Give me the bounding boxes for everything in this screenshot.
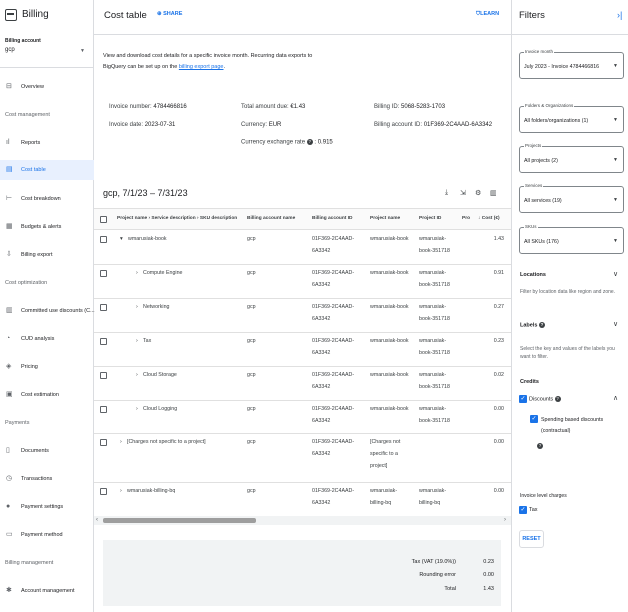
billing-id: Billing ID: 5068-5283-1703: [374, 104, 446, 110]
sidebar-item-payment-method[interactable]: ▭ Payment method: [6, 531, 63, 538]
col-billing-account-name[interactable]: Billing account name: [247, 216, 296, 221]
cell-billing-account-name: gcp: [247, 372, 256, 378]
cell-billing-account-id: 6A3342: [312, 451, 331, 457]
sidebar-item-billing-export[interactable]: ⇩ Billing export: [6, 251, 53, 258]
cell-project-name: Tax: [143, 338, 152, 344]
dropdown-icon: ▼: [613, 117, 618, 123]
section-cost-optimization: Cost optimization: [5, 280, 48, 286]
tax-value: 0.23: [483, 559, 494, 565]
filters-title: Filters: [519, 10, 545, 21]
description: View and download cost details for a specific invoice month. Recurring data exports to BigQuery can be set up on the billing export page.: [103, 53, 313, 70]
cell-project-id: book-351718: [419, 350, 450, 356]
cell-billing-account-id: 6A3342: [312, 384, 331, 390]
chevron-down-icon[interactable]: ▼: [80, 48, 85, 54]
help-icon[interactable]: ?: [538, 443, 542, 448]
tax-label: Tax (VAT (19.0%)): [411, 559, 456, 565]
billing-account-select[interactable]: gcp: [5, 47, 15, 53]
reset-button[interactable]: RESET: [519, 530, 544, 548]
help-icon[interactable]: ?: [540, 322, 544, 327]
table-title: gcp, 7/1/23 – 7/31/23: [103, 188, 188, 198]
row-checkbox[interactable]: [100, 338, 107, 345]
cell-cost: 0.91: [493, 270, 504, 276]
billing-account-label: Billing account: [5, 38, 41, 44]
section-cost-management: Cost management: [5, 112, 50, 118]
row-divider: [94, 482, 511, 483]
person-icon: ●: [6, 503, 11, 510]
sidebar-item-overview[interactable]: ⊟ Overview: [6, 83, 44, 90]
dropdown-icon: ▼: [613, 238, 618, 244]
sidebar-item-payment-settings[interactable]: ● Payment settings: [6, 503, 64, 510]
total-amount-due: Total amount due: €1.43: [241, 104, 306, 110]
help-icon[interactable]: ?: [308, 139, 311, 144]
billing-logo-icon: [5, 9, 17, 21]
cell-project: wmarusiak-book: [370, 270, 409, 276]
cell-project-id: wmarusiak-: [419, 338, 447, 344]
total-label: Total: [444, 586, 456, 592]
export-icon: ⇩: [6, 251, 12, 258]
cell-project: project]: [370, 463, 388, 469]
discounts-label: Discounts ?: [529, 396, 559, 403]
col-project-name[interactable]: Project name › Service description › SKU description: [117, 216, 238, 221]
breakdown-icon: ⊢: [6, 195, 13, 202]
app-title: Billing: [22, 9, 49, 20]
cell-project: wmarusiak-book: [370, 372, 409, 378]
row-divider: [94, 400, 511, 401]
rounding-value: 0.00: [483, 572, 494, 578]
arrow-down-icon: ↓: [478, 216, 481, 221]
discounts-checkbox[interactable]: ✓: [520, 396, 526, 402]
cell-project-name: wmarusiak-billing-bq: [127, 488, 176, 494]
sidebar-item-cost-estimation[interactable]: ▣ Cost estimation: [6, 391, 59, 398]
document-icon: ▯: [6, 447, 10, 454]
history-icon: ◷: [6, 475, 13, 482]
cell-project-name: [Charges not specific to a project]: [127, 439, 206, 445]
filters-panel: [511, 0, 628, 612]
cell-project-id: wmarusiak-: [419, 236, 447, 242]
row-divider: [94, 332, 511, 333]
col-cost[interactable]: ↓ Cost (€): [478, 216, 500, 221]
expand-row-icon[interactable]: ›: [136, 304, 138, 310]
col-billing-account-id[interactable]: Billing account ID: [312, 216, 353, 221]
tax-checkbox[interactable]: ✓: [520, 507, 526, 513]
sidebar-item-budgets[interactable]: ▦ Budgets & alerts: [6, 223, 62, 230]
billing-export-link[interactable]: billing export page: [178, 64, 224, 70]
cell-billing-account-id: 01F369-2C4AAD-: [312, 488, 355, 494]
expand-row-icon[interactable]: ›: [136, 406, 138, 412]
row-checkbox[interactable]: [100, 304, 107, 311]
cell-billing-account-id: 01F369-2C4AAD-: [312, 304, 355, 310]
sidebar-item-documents[interactable]: ▯ Documents: [6, 447, 49, 454]
cell-billing-account-id: 01F369-2C4AAD-: [312, 406, 355, 412]
cell-project-id: book-351718: [419, 316, 450, 322]
cell-project-id: book-351718: [419, 282, 450, 288]
spending-discounts-label: Spending based discounts (contractual): [541, 417, 604, 434]
cud-icon: ▥: [6, 307, 13, 314]
invoice-month-select[interactable]: Invoice month July 2023 - Invoice 4784466816 ▼: [519, 52, 624, 79]
divider: [512, 34, 628, 35]
chevron-down-icon[interactable]: ∨: [613, 271, 619, 278]
row-checkbox[interactable]: [100, 439, 107, 446]
analysis-icon: ◔: [6, 335, 11, 342]
cell-project-id: wmarusiak-: [419, 372, 447, 378]
cell-billing-account-name: gcp: [247, 406, 256, 412]
row-divider: [94, 298, 511, 299]
calculator-icon: ▣: [6, 391, 13, 398]
rounding-label: Rounding error: [419, 572, 456, 578]
total-value: 1.43: [483, 586, 494, 592]
gear-icon: ✱: [6, 587, 12, 594]
row-checkbox[interactable]: [100, 372, 107, 379]
cell-project-name: Networking: [143, 304, 170, 310]
cell-billing-account-name: gcp: [247, 236, 256, 242]
settings-icon[interactable]: ⚙: [475, 190, 482, 197]
cell-project-id: book-351718: [419, 384, 450, 390]
col-pro[interactable]: Pro: [462, 216, 470, 221]
row-checkbox[interactable]: [100, 236, 107, 243]
cell-project-name: Cloud Logging: [143, 406, 178, 412]
locations-help: Filter by location data like region and zone.: [520, 289, 616, 295]
invoice-charges-heading: Invoice level charges: [520, 493, 567, 499]
section-payments: Payments: [5, 420, 30, 426]
cell-project-name: Cloud Storage: [143, 372, 177, 378]
expand-row-icon[interactable]: ›: [136, 338, 138, 344]
cell-billing-account-id: 6A3342: [312, 248, 331, 254]
row-checkbox[interactable]: [100, 488, 107, 495]
invoice-number: Invoice number: 4784466816: [109, 104, 187, 110]
cell-billing-account-id: 01F369-2C4AAD-: [312, 439, 355, 445]
cell-cost: 0.00: [493, 406, 504, 412]
sidebar: [0, 0, 94, 612]
invoice-date: Invoice date: 2023-07-31: [109, 122, 176, 128]
cell-project-id: wmarusiak-: [419, 270, 447, 276]
help-icon[interactable]: ?: [556, 396, 559, 401]
cell-cost: 0.00: [493, 439, 504, 445]
scroll-left-icon[interactable]: ‹: [96, 517, 98, 523]
sidebar-item-cud[interactable]: ▥ Committed use discounts (C...: [6, 307, 95, 314]
row-divider: [94, 366, 511, 367]
cell-billing-account-id: 6A3342: [312, 316, 331, 322]
cell-cost: 0.02: [493, 372, 504, 378]
cell-billing-account-name: gcp: [247, 270, 256, 276]
sidebar-item-cost-table[interactable]: ▤ Cost table: [0, 160, 94, 180]
sidebar-item-cost-breakdown[interactable]: ⊢ Cost breakdown: [6, 195, 61, 202]
skus-select[interactable]: SKUs All SKUs (176) ▼: [519, 227, 624, 254]
page-title: Cost table: [104, 10, 147, 21]
cell-billing-account-id: 6A3342: [312, 418, 331, 424]
columns-icon[interactable]: ▥: [490, 190, 497, 197]
cell-cost: 0.27: [493, 304, 504, 310]
select-all-checkbox[interactable]: [100, 216, 107, 223]
row-divider: [94, 264, 511, 265]
cell-project: wmarusiak-: [370, 488, 398, 494]
locations-heading: Locations: [520, 272, 546, 278]
credit-card-icon: ▭: [6, 531, 13, 538]
cell-project-id: wmarusiak-: [419, 488, 447, 494]
collapse-panel-icon[interactable]: ›|: [617, 10, 623, 20]
col-project-id[interactable]: Project ID: [419, 216, 442, 221]
billing-account-id: Billing account ID: 01F369-2C4AAD-6A3342: [374, 122, 493, 128]
exchange-rate: Currency exchange rate ? : 0.915: [241, 139, 333, 146]
divider: [94, 34, 511, 35]
overview-icon: ⊟: [6, 83, 12, 90]
scrollbar-thumb[interactable]: [103, 518, 256, 523]
expand-row-icon[interactable]: ▾: [120, 236, 123, 242]
reports-icon: ıl: [6, 139, 10, 146]
spending-discounts-checkbox[interactable]: ✓: [531, 416, 537, 422]
cell-project: wmarusiak-book: [370, 236, 409, 242]
cell-project-id: wmarusiak-: [419, 304, 447, 310]
projects-select[interactable]: Projects All projects (2) ▼: [519, 146, 624, 173]
services-select[interactable]: Services All services (19) ▼: [519, 186, 624, 213]
chevron-up-icon[interactable]: ∧: [613, 395, 619, 402]
cell-billing-account-name: gcp: [247, 338, 256, 344]
sidebar-item-pricing[interactable]: ◈ Pricing: [6, 363, 38, 370]
cell-billing-account-id: 01F369-2C4AAD-: [312, 372, 355, 378]
credits-heading: Credits: [520, 379, 539, 385]
cell-billing-account-name: gcp: [247, 304, 256, 310]
cell-project: wmarusiak-book: [370, 338, 409, 344]
cell-project-name: wmarusiak-book: [128, 236, 167, 242]
cell-project-id: book-351718: [419, 248, 450, 254]
cell-project-id: book-351718: [419, 418, 450, 424]
cell-billing-account-name: gcp: [247, 439, 256, 445]
sidebar-item-account-management[interactable]: ✱ Account management: [6, 587, 75, 594]
row-checkbox[interactable]: [100, 406, 107, 413]
learn-button[interactable]: ⛉LEARN: [476, 11, 500, 17]
row-divider: [94, 433, 511, 434]
cell-project-id: wmarusiak-: [419, 406, 447, 412]
cell-project-id: billing-bq: [419, 500, 441, 506]
expand-row-icon[interactable]: ›: [136, 270, 138, 276]
sidebar-item-reports[interactable]: ıl Reports: [6, 139, 41, 146]
cell-billing-account-id: 01F369-2C4AAD-: [312, 236, 355, 242]
cell-billing-account-id: 6A3342: [312, 500, 331, 506]
labels-help: Select the key and values of the labels you want to filter.: [520, 346, 615, 360]
cell-billing-account-id: 01F369-2C4AAD-: [312, 270, 355, 276]
folders-select[interactable]: Folders & Organizations All folders/organizations (1) ▼: [519, 106, 624, 133]
cell-project: specific to a: [370, 451, 398, 457]
cell-cost: 0.00: [493, 488, 504, 494]
expand-row-icon[interactable]: ›: [120, 439, 122, 445]
currency: Currency: EUR: [241, 122, 282, 128]
divider: [0, 67, 94, 68]
table-icon: ▤: [6, 166, 13, 173]
cell-billing-account-id: 6A3342: [312, 282, 331, 288]
chevron-down-icon[interactable]: ∨: [613, 321, 619, 328]
cell-billing-account-id: 01F369-2C4AAD-: [312, 338, 355, 344]
cell-billing-account-id: 6A3342: [312, 350, 331, 356]
share-icon: ⊕: [157, 11, 162, 17]
expand-icon[interactable]: ⇲: [460, 190, 466, 197]
section-billing-management: Billing management: [5, 560, 54, 566]
row-checkbox[interactable]: [100, 270, 107, 277]
labels-heading: Labels ?: [520, 322, 544, 329]
cell-cost: 1.43: [493, 236, 504, 242]
cell-cost: 0.23: [493, 338, 504, 344]
cell-project: wmarusiak-book: [370, 304, 409, 310]
tax-filter-label: Tax: [529, 507, 538, 513]
dropdown-icon: ▼: [613, 157, 618, 163]
dropdown-icon: ▼: [613, 197, 618, 203]
download-icon[interactable]: ⤓: [445, 189, 449, 196]
cell-billing-account-name: gcp: [247, 488, 256, 494]
pricing-tag-icon: ◈: [6, 363, 12, 370]
col-project[interactable]: Project name: [370, 216, 401, 221]
share-button[interactable]: ⊕ SHARE: [157, 11, 183, 17]
school-icon: ⛉: [476, 11, 481, 17]
dropdown-icon: ▼: [613, 63, 618, 69]
scroll-right-icon[interactable]: ›: [504, 517, 506, 523]
cell-project-name: Compute Engine: [143, 270, 183, 276]
expand-row-icon[interactable]: ›: [136, 372, 138, 378]
cell-project: billing-bq: [370, 500, 392, 506]
budget-icon: ▦: [6, 223, 13, 230]
cell-project: wmarusiak-book: [370, 406, 409, 412]
cell-project: [Charges not: [370, 439, 401, 445]
expand-row-icon[interactable]: ›: [120, 488, 122, 494]
sidebar-item-transactions[interactable]: ◷ Transactions: [6, 475, 53, 482]
sidebar-item-cud-analysis[interactable]: ◔ CUD analysis: [6, 335, 55, 342]
